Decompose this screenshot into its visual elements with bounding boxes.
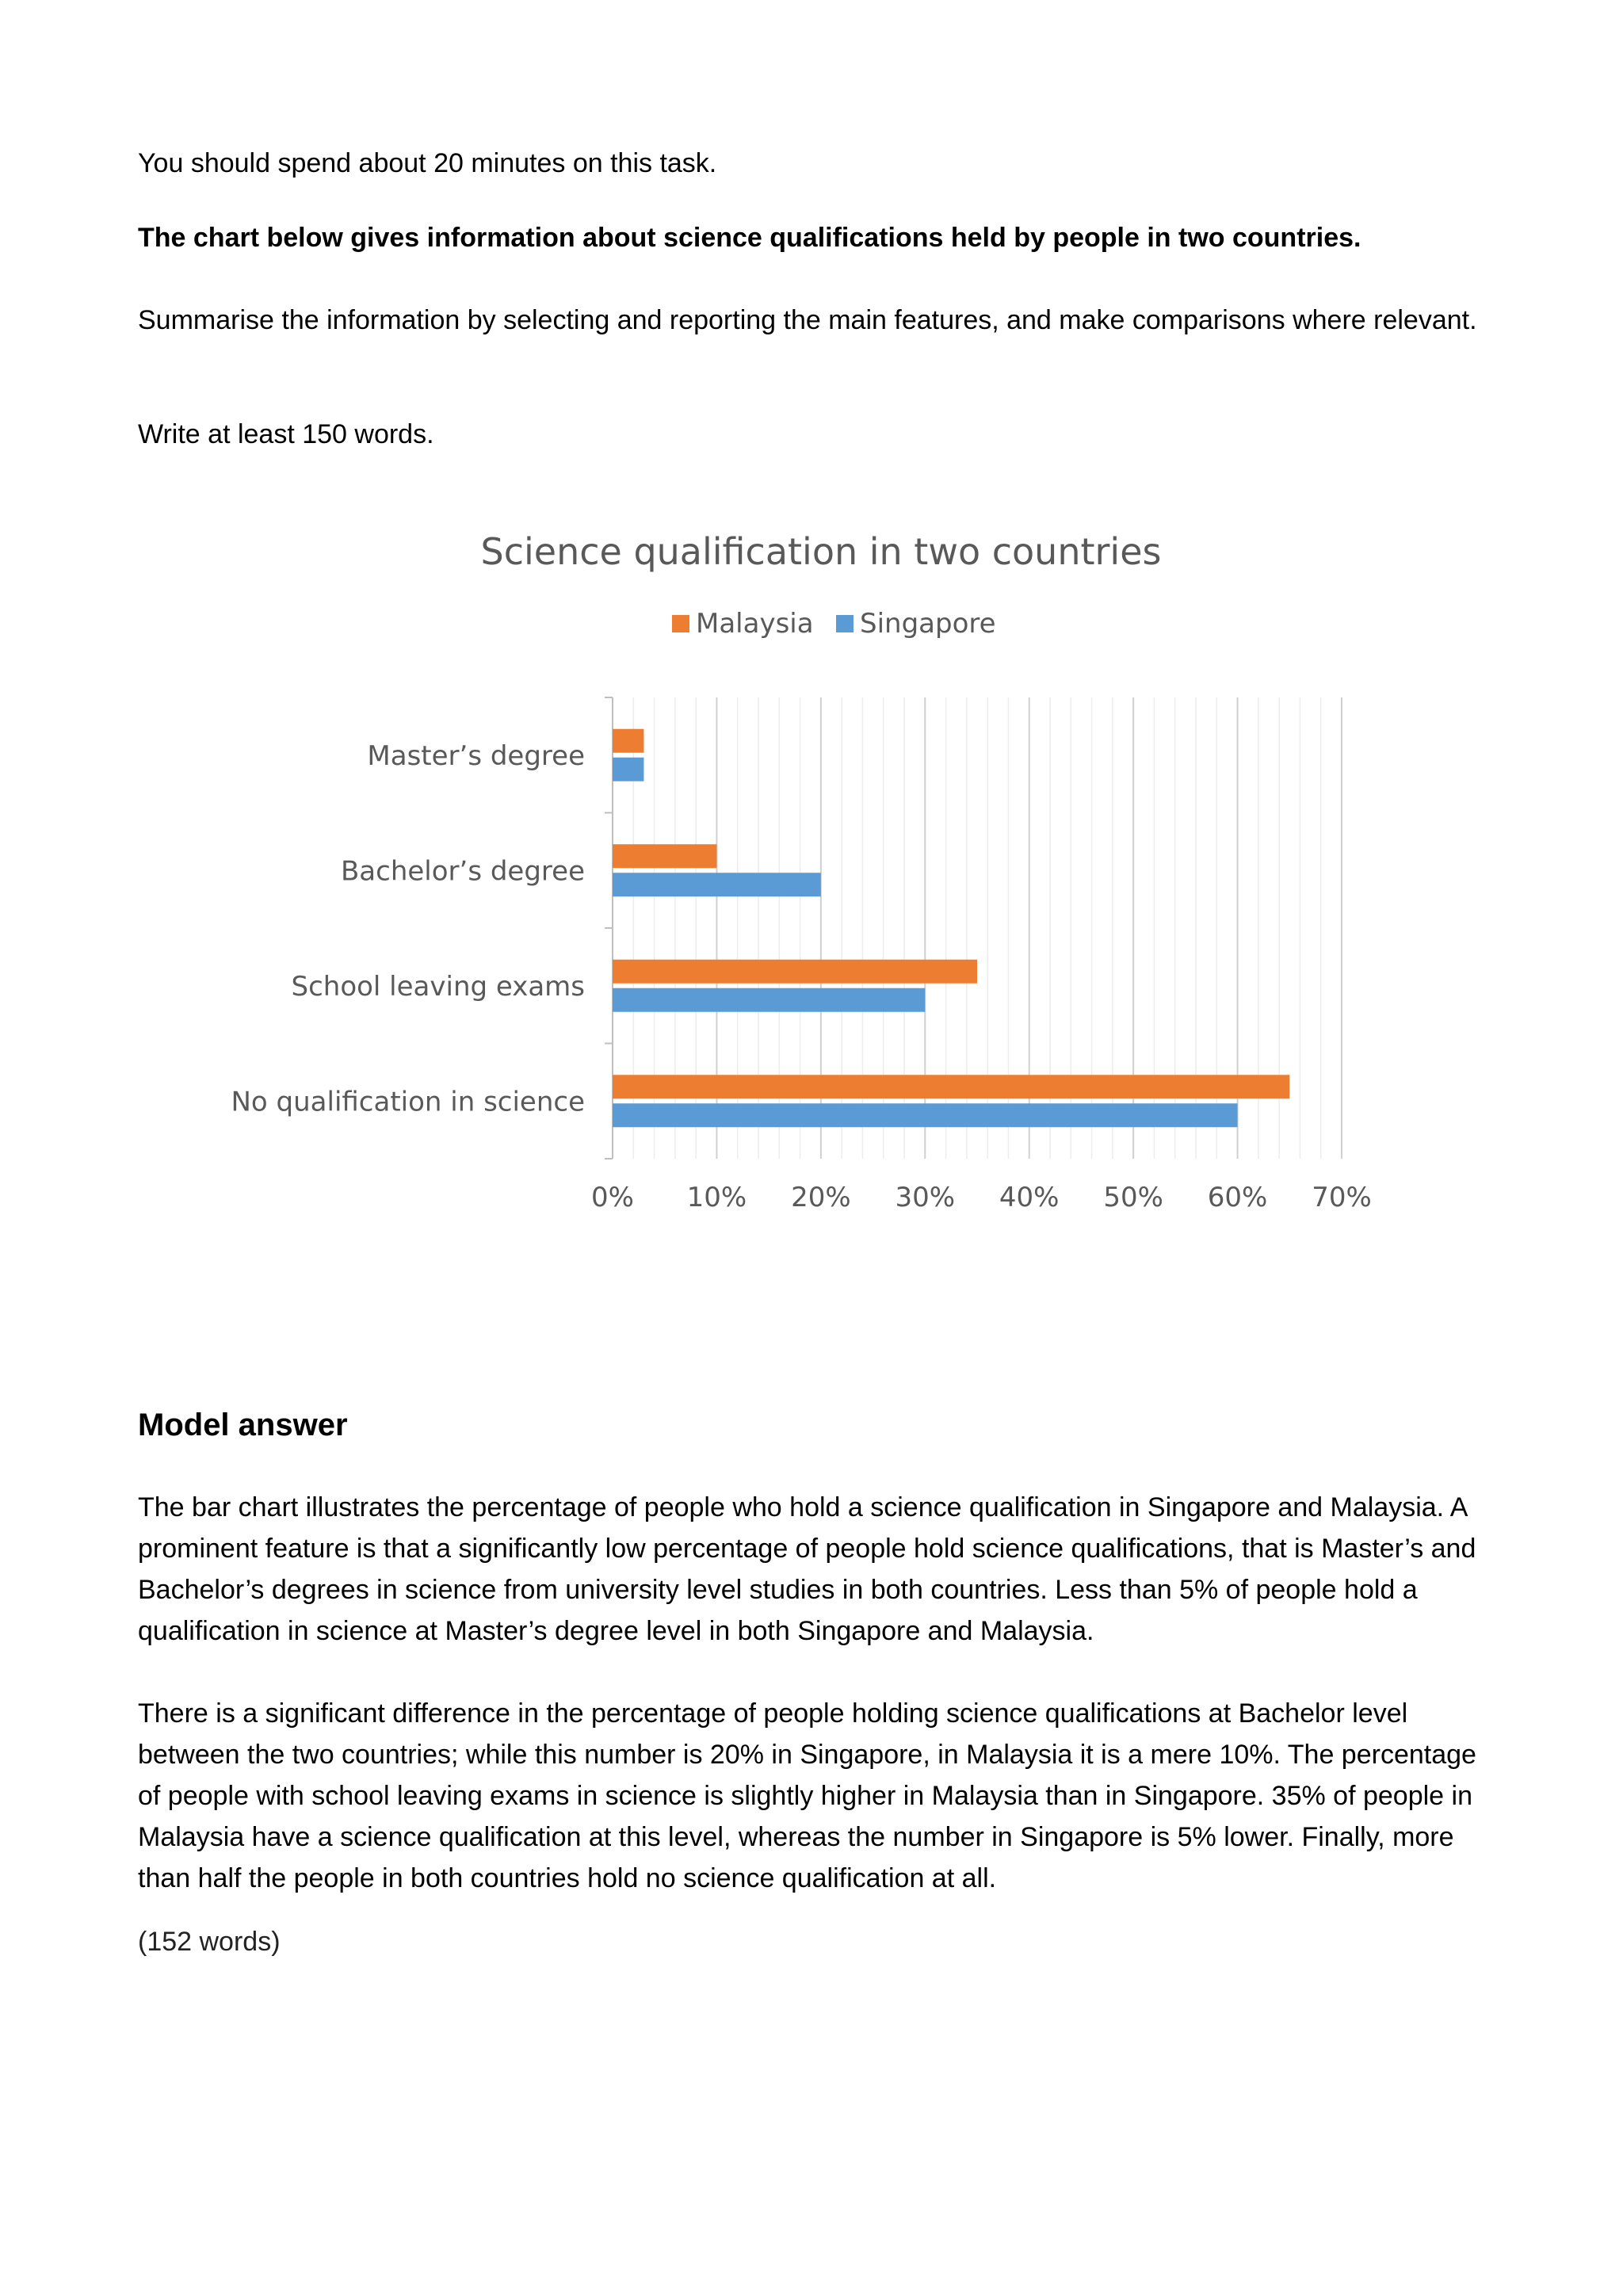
- bar-malaysia-1: [613, 844, 716, 868]
- answer-paragraph-2: There is a significant difference in the percentage of people holding science qualifications at Bachelor level between the two countries; while this number is 20% in Singapore, in Malaysia it is a mere 10%. The percentage of people with school leaving exams in science is slightly higher in Malaysia than in Singapore. 35% of people in Malaysia have a science qualification at this level, whereas the number in Singapore is 5% lower. Finally, more than half the people in both countries hold no science qualification at all.: [138, 1698, 1476, 1893]
- chart-title: Science qualification in two countries: [480, 530, 1162, 573]
- legend-swatch-malaysia: [672, 615, 689, 632]
- x-tick-label: 40%: [999, 1182, 1060, 1213]
- x-tick-label: 30%: [895, 1182, 956, 1213]
- bar-malaysia-3: [613, 1075, 1289, 1098]
- time-instruction: You should spend about 20 minutes on this task.: [138, 148, 717, 178]
- word-requirement: Write at least 150 words.: [138, 419, 434, 449]
- legend-label-malaysia: Malaysia: [696, 608, 814, 640]
- x-tick-label: 20%: [791, 1182, 851, 1213]
- category-label: Bachelor’s degree: [340, 855, 585, 888]
- model-answer-heading: Model answer: [138, 1408, 348, 1442]
- bar-singapore-2: [613, 988, 925, 1012]
- bar-singapore-0: [613, 758, 643, 781]
- task-prompt: The chart below gives information about science qualifications held by people in two countries.: [138, 223, 1361, 253]
- category-label: School leaving exams: [291, 970, 585, 1003]
- x-tick-label: 70%: [1312, 1182, 1372, 1213]
- legend-label-singapore: Singapore: [860, 608, 996, 640]
- bar-malaysia-0: [613, 729, 643, 753]
- answer-paragraph-1: The bar chart illustrates the percentage of people who hold a science qualification in Singapore and Malaysia. A prominent feature is that a significantly low percentage of people hold science qualifications, that is Master’s and Bachelor’s degrees in science from university level studies in both countries. Less than 5% of people hold a qualification in science at Master’s degree level in both Singapore and Malaysia.: [138, 1492, 1476, 1646]
- x-tick-label: 50%: [1103, 1182, 1163, 1213]
- x-tick-label: 0%: [591, 1182, 634, 1213]
- bar-singapore-1: [613, 873, 821, 896]
- x-tick-label: 10%: [686, 1182, 747, 1213]
- category-label: Master’s degree: [367, 739, 585, 772]
- task-instruction: Summarise the information by selecting and reporting the main features, and make comparisons where relevant.: [138, 305, 1477, 335]
- bar-malaysia-2: [613, 960, 977, 984]
- legend-swatch-singapore: [836, 615, 854, 632]
- bar-singapore-3: [613, 1103, 1238, 1127]
- category-label: No qualification in science: [231, 1086, 585, 1118]
- x-tick-label: 60%: [1207, 1182, 1268, 1213]
- word-count: (152 words): [138, 1927, 281, 1957]
